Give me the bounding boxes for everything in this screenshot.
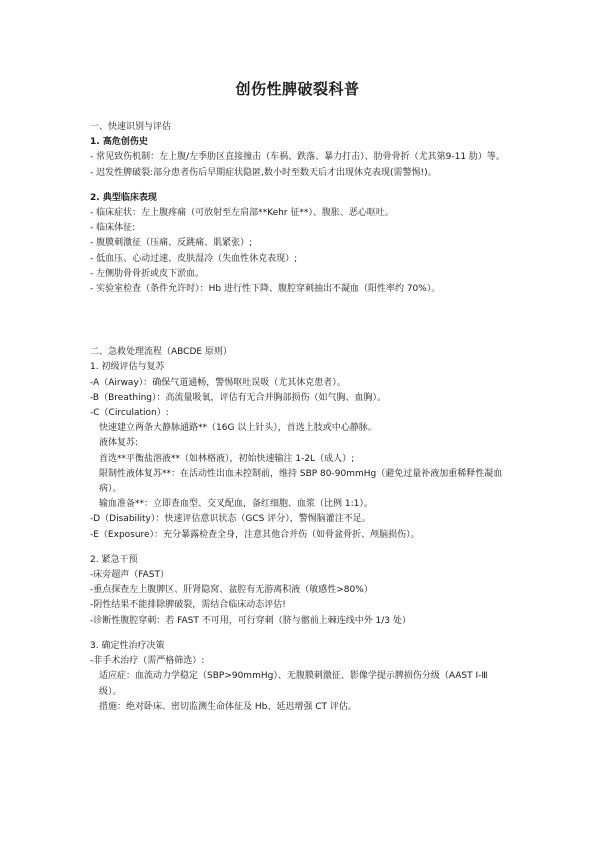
list-item: -B（Breathing）：高流量吸氧，评估有无合并胸部损伤（如气胸、血胸）。 bbox=[90, 392, 386, 403]
list-item: -A（Airway）：确保气道通畅，警惕呕吐误吸（尤其休克患者）。 bbox=[90, 377, 346, 388]
list-item: 措施：绝对卧床、密切监测生命体征及 Hb、延迟增强 CT 评估。 bbox=[99, 701, 357, 712]
list-item: 快速建立两条大静脉通路**（16G 以上针头），首选上肢或中心静脉。 bbox=[99, 423, 377, 434]
list-item: - 迟发性脾破裂:部分患者伤后早期症状隐匿,数小时至数天后才出现休克表现(需警惕!)。 bbox=[90, 167, 437, 178]
list-item: - 低血压、心动过速、皮肤湿冷（失血性休克表现）; bbox=[90, 253, 298, 264]
list-item: 首选**平衡盐溶液**（如林格液），初始快速输注 1-2L（成人）; bbox=[99, 453, 355, 464]
list-item: -阴性结果不能排除脾破裂，需结合临床动态评估! bbox=[90, 600, 286, 611]
spacer bbox=[90, 543, 510, 553]
list-item: 液体复苏: bbox=[99, 438, 139, 449]
list-item: - 实验室检查（条件允许时）：Hb 进行性下降、腹腔穿刺抽出不凝血（阳性率约 70%）。 bbox=[90, 284, 441, 295]
subsection-title: 2. 典型临床表现 bbox=[90, 192, 157, 203]
subsection-title: 3. 确定性治疗决策 bbox=[90, 640, 165, 651]
list-item: - 腹膜刺激征（压痛、反跳痛、肌紧张）; bbox=[90, 238, 253, 249]
list-item: - 左侧肋骨骨折或皮下淤血。 bbox=[90, 268, 205, 279]
list-item: 适应症：血流动力学稳定（SBP>90mmHg）、无腹膜刺激征、影像学提示脾损伤分级（AAST I-Ⅲ级）。 bbox=[99, 671, 488, 697]
subsection-title: 1. 高危创伤史 bbox=[90, 137, 148, 148]
spacer bbox=[90, 297, 510, 345]
list-item: -D（Disability）：快速评估意识状态（GCS 评分），警惕脑灌注不足。 bbox=[90, 514, 371, 525]
list-item: - 临床症状：左上腹疼痛（可放射至左肩部**Kehr 征**）、腹胀、恶心呕吐。 bbox=[90, 208, 394, 219]
section-heading: 一、快速识别与评估 bbox=[90, 122, 172, 132]
list-item: -E（Exposure）：充分暴露检查全身，注意其他合并伤（如骨盆骨折、颅脑损伤）。 bbox=[90, 529, 420, 540]
list-item: -诊断性腹腔穿刺：若 FAST 不可用，可行穿刺（脐与髂前上棘连线中外 1/3 处） bbox=[90, 615, 411, 626]
list-item: -重点探查左上腹脾区、肝肾隐窝、盆腔有无游离积液（敏感性>80%） bbox=[90, 585, 373, 596]
spacer bbox=[90, 181, 510, 191]
list-item: -床旁超声（FAST） bbox=[90, 570, 169, 581]
subsection-title: 2. 紧急干预 bbox=[90, 554, 138, 565]
list-item: 限制性液体复苏**：在活动性出血未控制前，维持 SBP 80-90mmHg（避免过量补液加重稀释性凝血病）。 bbox=[99, 468, 503, 495]
document-body bbox=[90, 120, 510, 715]
document-title: 创伤性脾破裂科普 bbox=[235, 80, 360, 98]
list-item: -非手术治疗（需严格筛选）: bbox=[90, 656, 205, 667]
section-heading: 二、急救处理流程（ABCDE 原则） bbox=[90, 347, 232, 358]
spacer bbox=[90, 629, 510, 639]
list-item: - 常见致伤机制：左上腹/左季肋区直接撞击（车祸、跌落、暴力打击）、肋骨骨折（尤其第9-11 肋）等。 bbox=[90, 152, 505, 163]
list-item: 输血准备**：立即查血型、交叉配血，备红细胞、血浆（比例 1:1）。 bbox=[99, 499, 373, 510]
list-item: - 临床体征: bbox=[90, 223, 136, 234]
subsection-title: 1. 初级评估与复苏 bbox=[90, 362, 165, 373]
list-item: -C（Circulation）: bbox=[90, 408, 169, 419]
